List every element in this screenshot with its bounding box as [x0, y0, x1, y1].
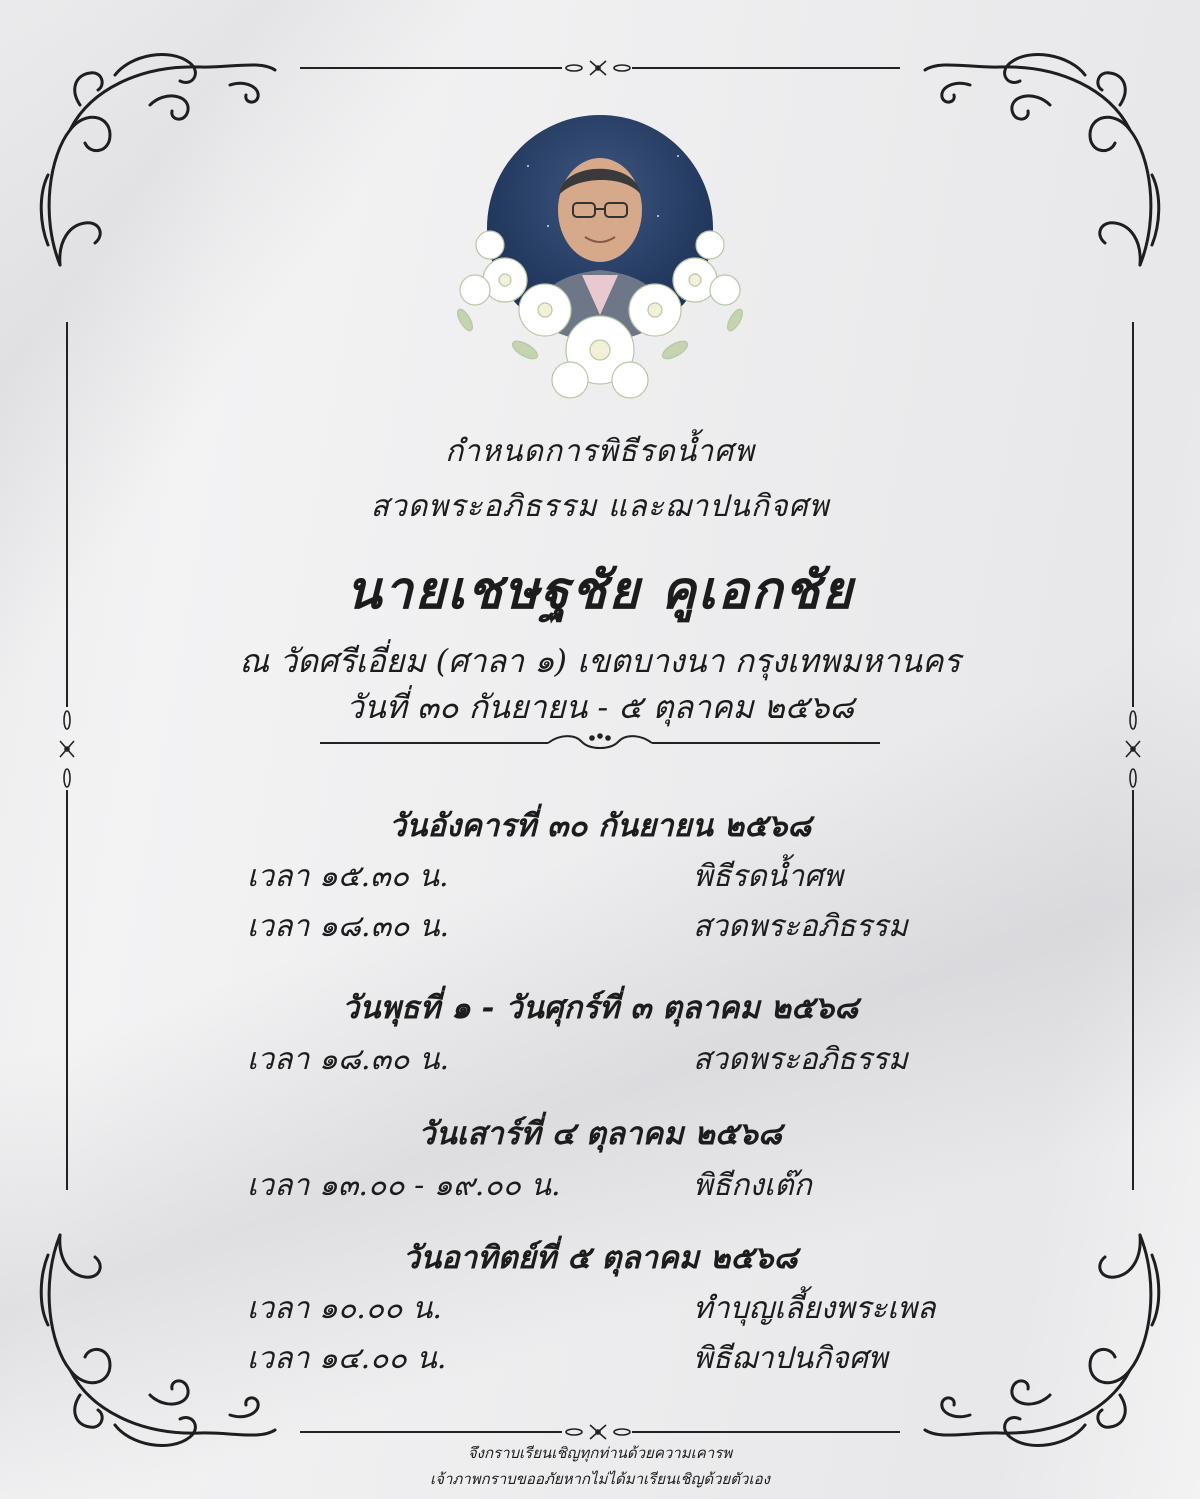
schedule-time: เวลา ๑๐.๐๐ น. [247, 1291, 442, 1326]
corner-flourish-icon [910, 35, 1170, 285]
day-heading: วันเสาร์ที่ ๔ ตุลาคม ๒๕๖๘ [418, 1116, 782, 1152]
schedule-event: ทำบุญเลี้ยงพระเพล [693, 1291, 936, 1326]
white-flower-icon [445, 210, 755, 410]
schedule-time: เวลา ๑๕.๓๐ น. [247, 859, 449, 894]
corner-flourish-icon [30, 35, 290, 285]
top-border-line [300, 67, 562, 69]
divider-ornament-icon [560, 1422, 636, 1442]
schedule-event: พิธีกงเต๊ก [693, 1168, 812, 1203]
day-heading: วันอาทิตย์ที่ ๕ ตุลาคม ๒๕๖๘ [402, 1240, 798, 1276]
schedule-time: เวลา ๑๘.๓๐ น. [247, 909, 449, 944]
schedule-event: พิธีฌาปนกิจศพ [693, 1341, 888, 1376]
top-border-line [632, 67, 900, 69]
day-heading: วันพุธที่ ๑ - วันศุกร์ที่ ๓ ตุลาคม ๒๕๖๘ [341, 990, 859, 1026]
schedule-time: เวลา ๑๓.๐๐ - ๑๙.๐๐ น. [247, 1168, 561, 1203]
bottom-border-line [632, 1431, 900, 1433]
venue: ณ วัดศรีเอี่ยม (ศาลา ๑) เขตบางนา กรุงเทพมหานคร [239, 642, 961, 680]
divider-ornament-icon [560, 58, 636, 78]
schedule-event: สวดพระอภิธรรม [693, 909, 908, 944]
divider-ornament-icon [320, 730, 880, 756]
schedule-event: พิธีรดน้ำศพ [693, 859, 843, 894]
schedule-event: สวดพระอภิธรรม [693, 1042, 908, 1077]
footer-invitation: จึงกราบเรียนเชิญทุกท่านด้วยความเคารพ [467, 1444, 733, 1462]
footer-apology: เจ้าภาพกราบขออภัยหากไม่ได้มาเรียนเชิญด้วยตัวเอง [430, 1470, 770, 1488]
day-heading: วันอังคารที่ ๓๐ กันยายน ๒๕๖๘ [388, 808, 812, 844]
ceremony-title: กำหนดการพิธีรดน้ำศพ [445, 434, 755, 469]
date-range: วันที่ ๓๐ กันยายน - ๕ ตุลาคม ๒๕๖๘ [345, 688, 855, 726]
schedule-time: เวลา ๑๔.๐๐ น. [247, 1341, 447, 1376]
deceased-name: นายเชษฐชัย คูเอกชัย [345, 560, 855, 621]
bottom-border-line [300, 1431, 562, 1433]
ceremony-subtitle: สวดพระอภิธรรม และฌาปนกิจศพ [370, 489, 830, 524]
schedule-time: เวลา ๑๘.๓๐ น. [247, 1042, 449, 1077]
